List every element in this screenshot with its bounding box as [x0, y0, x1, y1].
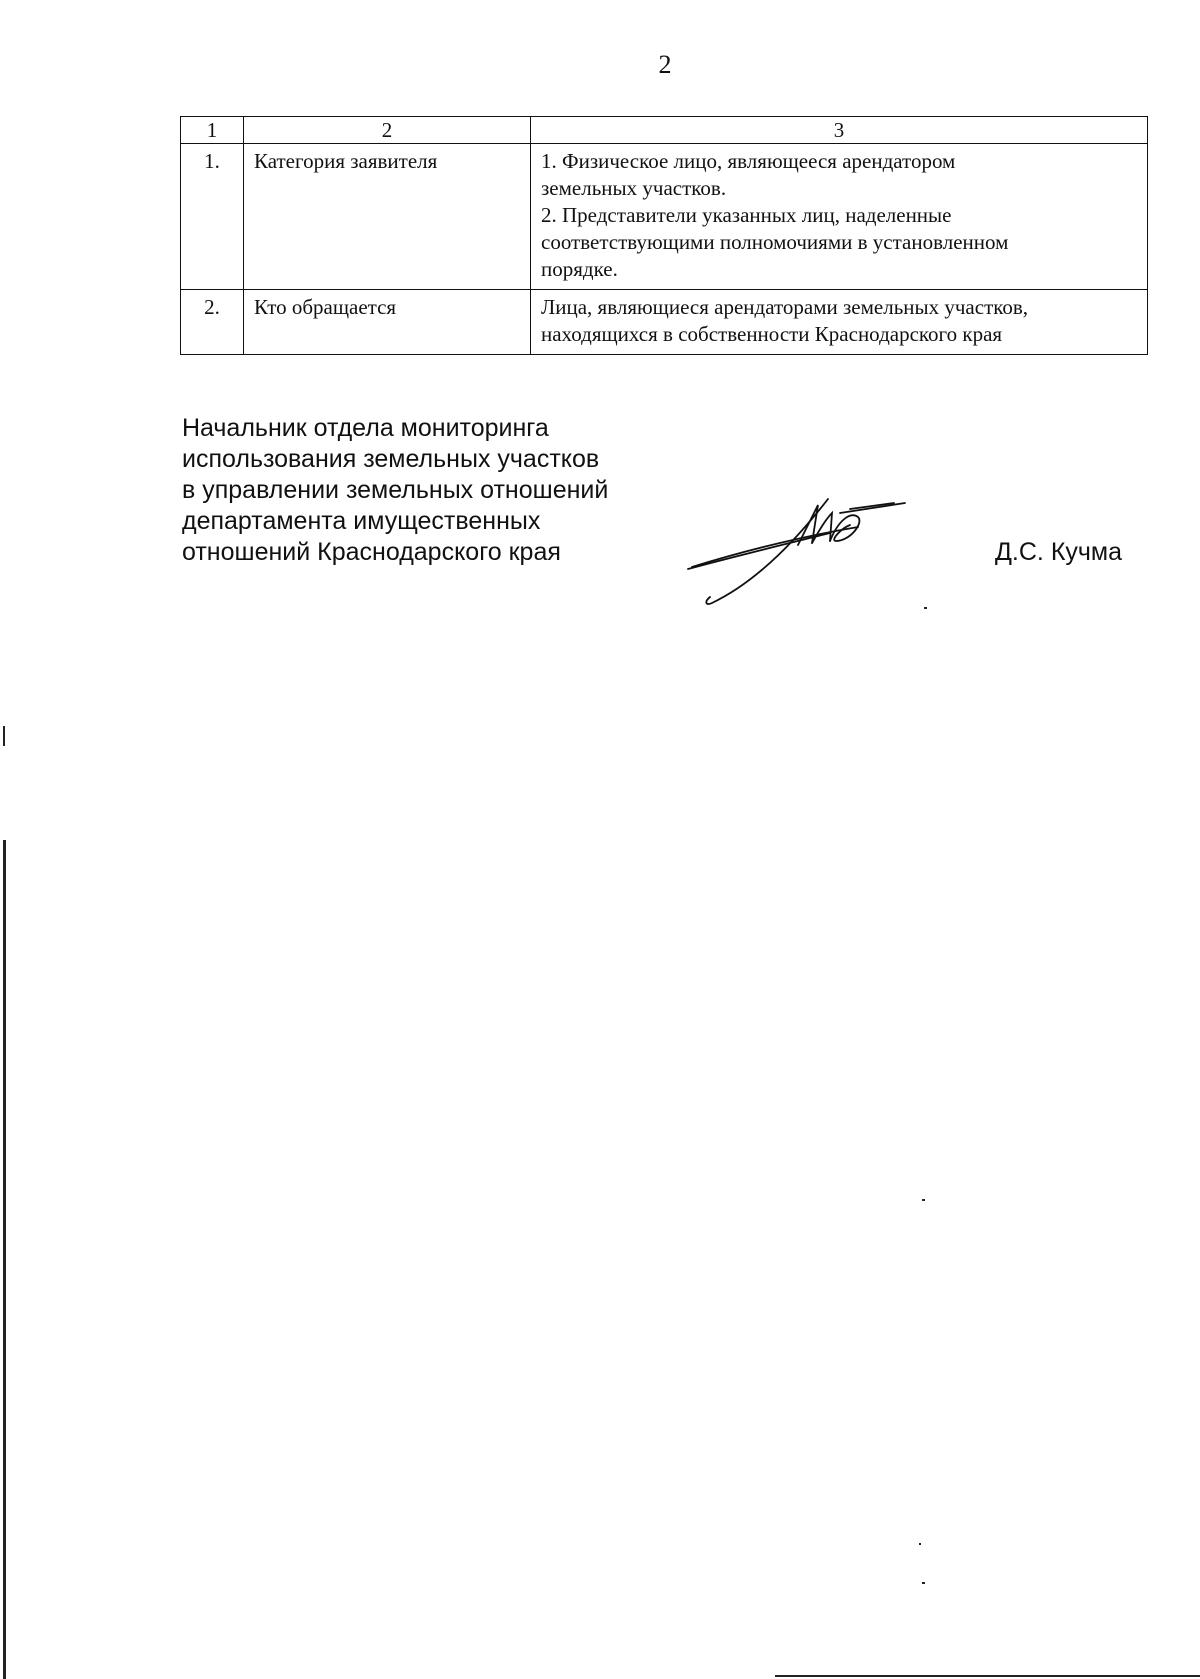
scan-dot [919, 1543, 921, 1545]
scan-dot [924, 607, 927, 609]
scan-dot [922, 1199, 925, 1201]
document-table [180, 116, 1148, 355]
row-label: Категория заявителя [244, 144, 531, 290]
signature-icon [680, 485, 910, 615]
row-value-line: 1. Физическое лицо, являющееся арендатором [541, 149, 956, 173]
table-row [181, 290, 1148, 355]
row-number: 1. [181, 144, 244, 290]
scan-dot [922, 1582, 925, 1584]
row-value-line: Лица, являющиеся арендаторами земельных участков, [541, 295, 1029, 319]
handwritten-signature [680, 485, 910, 620]
row-value-line: находящихся в собственности Краснодарского края [541, 322, 1003, 346]
scan-edge-line [775, 1675, 1200, 1677]
header-col-1: 1 [181, 117, 244, 144]
row-value-line: 2. Представители указанных лиц, наделенные [541, 203, 952, 227]
scan-edge-line [3, 726, 5, 746]
page-number: 2 [658, 50, 672, 79]
signer-position-line: департамента имущественных [182, 507, 541, 535]
signer-position-line: в управлении земельных отношений [182, 476, 609, 504]
signer-position-line: отношений Краснодарского края [182, 538, 561, 566]
header-col-2: 2 [244, 117, 531, 144]
signer-name: Д.С. Кучма [995, 538, 1123, 566]
row-value [531, 144, 1148, 290]
row-label: Кто обращается [244, 290, 531, 355]
signer-position-line: Начальник отдела мониторинга [182, 414, 549, 442]
signer-position-line: использования земельных участков [182, 445, 600, 473]
row-value-line: соответствующими полномочиями в установленном [541, 230, 1009, 254]
table-header-row [181, 117, 1148, 144]
scan-edge-line [3, 840, 6, 1679]
row-value-line: порядке. [541, 257, 618, 281]
row-value [531, 290, 1148, 355]
signer-position [182, 413, 608, 568]
table-row [181, 144, 1148, 290]
header-col-3: 3 [531, 117, 1148, 144]
row-number: 2. [181, 290, 244, 355]
row-value-line: земельных участков. [541, 176, 727, 200]
